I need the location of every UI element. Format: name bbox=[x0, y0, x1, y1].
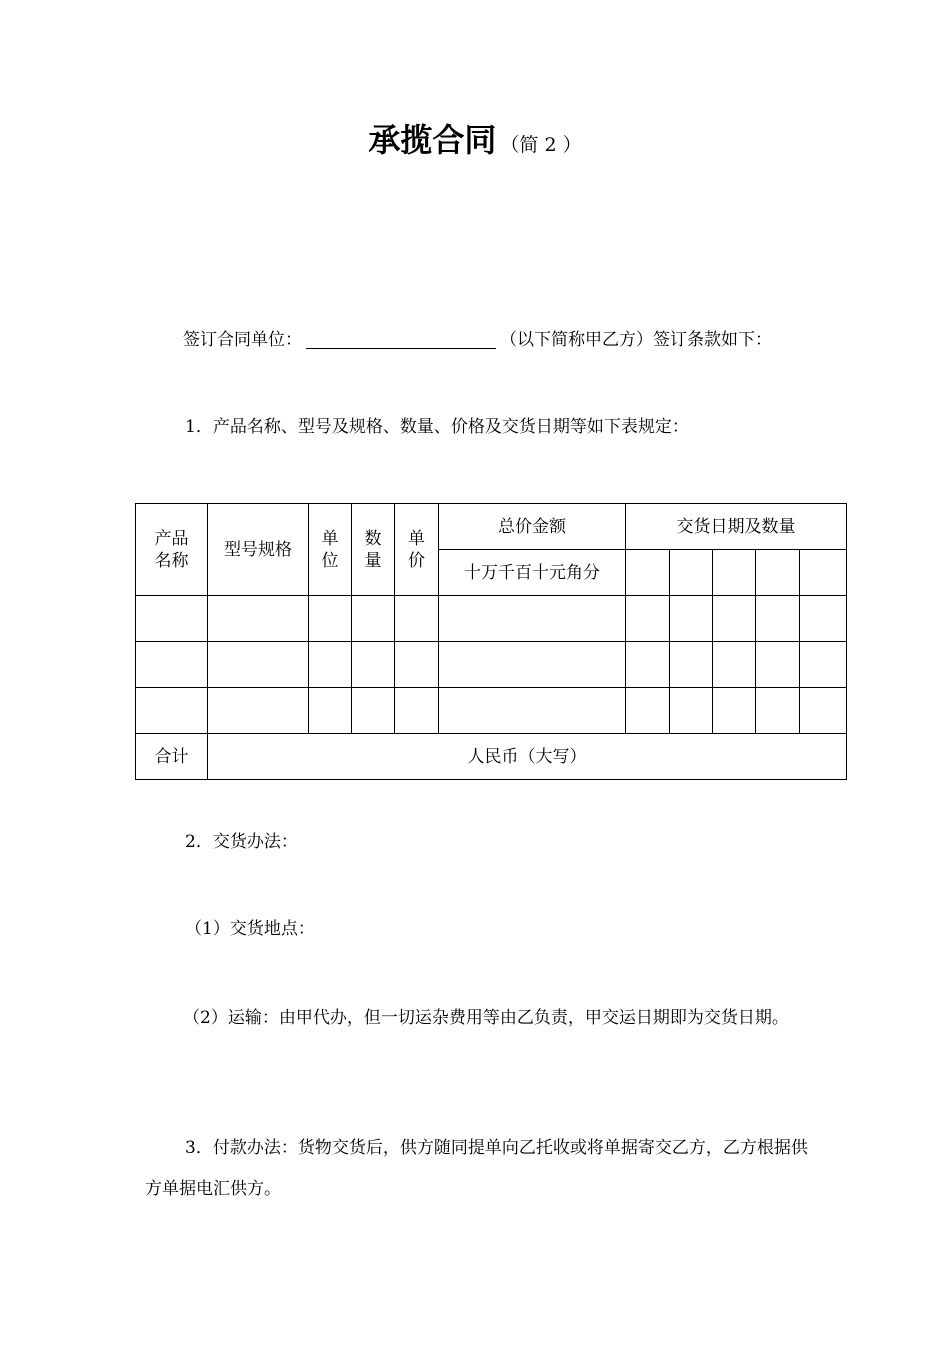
total-label: 合计 bbox=[136, 734, 208, 780]
clause-1: 1．产品名称、型号及规格、数量、价格及交货日期等如下表规定： bbox=[185, 417, 689, 437]
delivery-cell bbox=[800, 550, 847, 596]
clause-2-2: （2）运输：由甲代办，但一切运杂费用等由乙负责，甲交运日期即为交货日期。 bbox=[183, 1008, 789, 1028]
header-model-spec: 型号规格 bbox=[208, 504, 309, 596]
table-row bbox=[136, 688, 847, 734]
header-delivery: 交货日期及数量 bbox=[626, 504, 847, 550]
header-product-name: 产品名称 bbox=[136, 504, 208, 596]
table-header-row-1 bbox=[136, 504, 847, 550]
intro-label: 签订合同单位： bbox=[183, 330, 302, 350]
delivery-cell bbox=[626, 550, 670, 596]
table-row bbox=[136, 642, 847, 688]
intro-suffix: （以下简称甲乙方）签订条款如下： bbox=[500, 330, 772, 350]
clause-2-1: （1）交货地点： bbox=[185, 919, 315, 939]
title-sub: （简 2 ） bbox=[500, 134, 582, 156]
table-row bbox=[136, 596, 847, 642]
intro-paragraph bbox=[145, 320, 810, 361]
header-unit-price: 单价 bbox=[395, 504, 439, 596]
contract-party-blank bbox=[306, 328, 496, 349]
delivery-cell bbox=[670, 550, 713, 596]
clause-3: 3．付款办法：货物交货后，供方随同提单向乙托收或将单据寄交乙方，乙方根据供方单据电汇供方。 bbox=[145, 1138, 808, 1199]
total-value: 人民币（大写） bbox=[208, 734, 847, 780]
delivery-cell bbox=[713, 550, 756, 596]
header-total-amount: 总价金额 bbox=[439, 504, 626, 550]
delivery-cell bbox=[756, 550, 800, 596]
header-quantity: 数量 bbox=[352, 504, 395, 596]
header-amount-digits: 十万千百十元角分 bbox=[439, 550, 626, 596]
clause-2: 2．交货办法： bbox=[185, 832, 298, 852]
header-unit: 单位 bbox=[309, 504, 352, 596]
product-table bbox=[135, 503, 847, 780]
title-main: 承揽合同 bbox=[368, 121, 497, 159]
document-title bbox=[0, 116, 950, 170]
table-total-row bbox=[136, 734, 847, 780]
